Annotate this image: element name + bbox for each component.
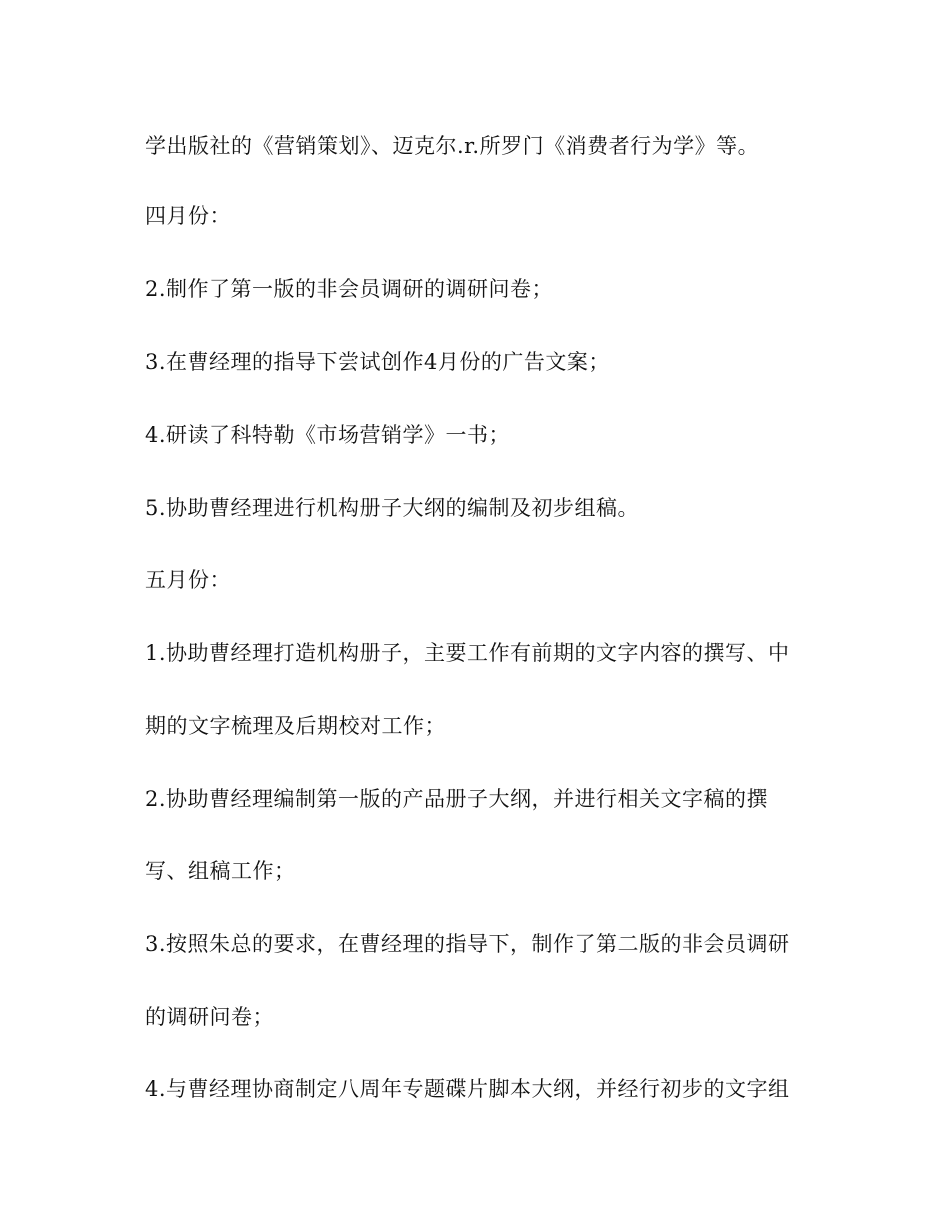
list-item-april-5: 5.协助曹经理进行机构册子大纲的编制及初步组稿。 xyxy=(145,496,640,520)
section-heading-april: 四月份： xyxy=(145,204,231,228)
list-item-may-2: 2.协助曹经理编制第一版的产品册子大纲，并进行相关文字稿的撰 xyxy=(145,787,769,811)
text-line-1: 学出版社的《营销策划》、迈克尔.r.所罗门《消费者行为学》等。 xyxy=(145,134,760,158)
section-heading-may: 五月份： xyxy=(145,568,231,592)
list-item-may-3-cont: 的调研问卷； xyxy=(145,1005,274,1029)
list-item-april-2: 2.制作了第一版的非会员调研的调研问卷； xyxy=(145,277,554,301)
list-item-may-2-cont: 写、组稿工作； xyxy=(145,859,296,883)
list-item-april-3: 3.在曹经理的指导下尝试创作4月份的广告文案； xyxy=(145,350,610,374)
list-item-may-3: 3.按照朱总的要求，在曹经理的指导下，制作了第二版的非会员调研 xyxy=(145,932,790,956)
list-item-april-4: 4.研读了科特勒《市场营销学》一书； xyxy=(145,423,511,447)
list-item-may-4: 4.与曹经理协商制定八周年专题碟片脚本大纲，并经行初步的文字组 xyxy=(145,1077,790,1101)
list-item-may-1: 1.协助曹经理打造机构册子，主要工作有前期的文字内容的撰写、中 xyxy=(145,641,790,665)
list-item-may-1-cont: 期的文字梳理及后期校对工作； xyxy=(145,714,446,738)
